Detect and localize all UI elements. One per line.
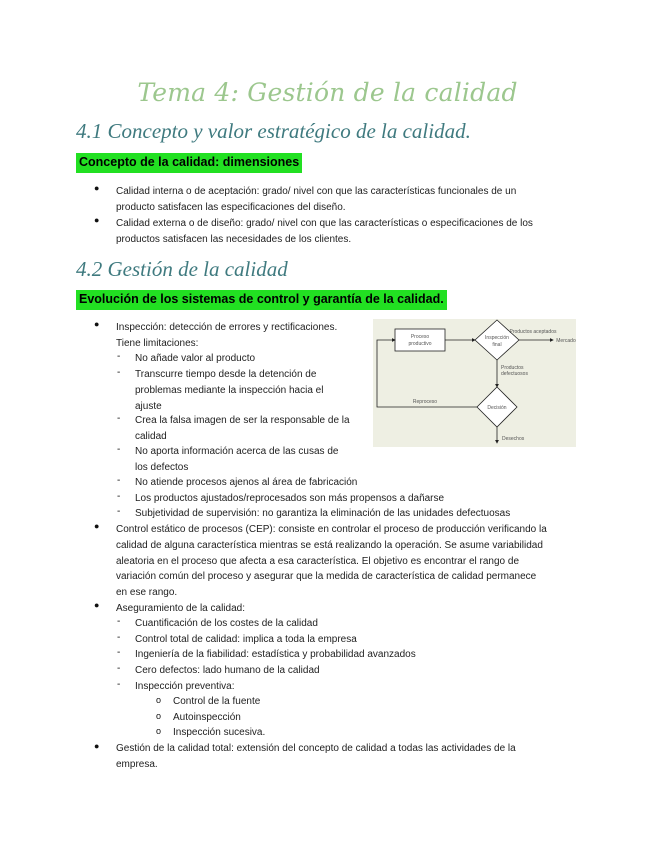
line: Tiene limitaciones: xyxy=(116,337,199,349)
list-item-aseguramiento: Aseguramiento de la calidad: xyxy=(116,603,245,614)
line: productos satisfacen las necesidades de los clientes. xyxy=(116,233,352,245)
quality-inspection-diagram xyxy=(373,319,576,447)
sub-sub-item: Autoinspección xyxy=(173,712,241,723)
dash-icon: - xyxy=(117,491,121,502)
dash-icon: - xyxy=(117,475,121,486)
line: Calidad externa o de diseño: grado/ nivel con que las características o especificaciones de los xyxy=(116,218,533,229)
line: Subjetividad de supervisión: no garantiza la eliminación de las unidades defectuosas xyxy=(135,508,511,519)
sub-item xyxy=(135,367,323,414)
dash-icon: - xyxy=(117,632,121,643)
line: Transcurre tiempo desde la detención de xyxy=(135,369,317,380)
sub-sub-item: Inspección sucesiva. xyxy=(173,727,266,738)
dash-icon: - xyxy=(117,647,121,658)
line: en ese rango. xyxy=(116,587,178,599)
page-title: Tema 4: Gestión de la calidad xyxy=(137,78,518,107)
highlight-dimensions: Concepto de la calidad: dimensiones xyxy=(76,153,302,173)
circle-bullet-icon: o xyxy=(156,695,162,705)
sub-item xyxy=(135,491,444,507)
bullet-icon: ● xyxy=(94,183,100,193)
sub-item: Cero defectos: lado humano de la calidad xyxy=(135,665,320,676)
sub-item: Inspección preventiva: xyxy=(135,681,235,692)
defective-label-2: defectuosos xyxy=(501,371,528,377)
line: No atiende procesos ajenos al área de fabricación xyxy=(135,477,358,488)
sub-item: Control total de calidad: implica a toda la empresa xyxy=(135,634,357,645)
waste-label: Desechos xyxy=(502,436,525,442)
reprocess-label: Reproceso xyxy=(412,399,438,405)
sub-item xyxy=(135,475,357,491)
dash-icon: - xyxy=(117,616,121,627)
sub-item xyxy=(135,506,510,522)
dash-icon: - xyxy=(117,679,121,690)
line: Calidad interna o de aceptación: grado/ nivel con que las características funcionales de un xyxy=(116,186,517,197)
sub-sub-item: Control de la fuente xyxy=(173,696,261,707)
line: No aporta información acerca de las cusas de xyxy=(135,446,339,457)
line: ajuste xyxy=(135,400,162,412)
dash-icon: - xyxy=(117,351,121,362)
dash-icon: - xyxy=(117,367,121,378)
market-label: Mercado xyxy=(556,338,576,344)
line: Los productos ajustados/reprocesados son más propensos a dañarse xyxy=(135,493,445,504)
process-label-2: productivo xyxy=(408,341,432,347)
section-heading-2: 4.2 Gestión de la calidad xyxy=(76,257,288,281)
list-item-cep xyxy=(116,522,547,601)
list-item-gestion-total xyxy=(116,741,516,773)
process-label-1: Proceso xyxy=(410,334,430,340)
bullet-icon: ● xyxy=(94,319,100,329)
line: No añade valor al producto xyxy=(135,353,256,364)
process-box xyxy=(395,329,445,351)
sub-item xyxy=(135,444,338,476)
line: los defectos xyxy=(135,461,189,473)
accepted-label: Productos aceptados xyxy=(509,329,557,335)
sub-item: Ingeniería de la fiabilidad: estadística y probabilidad avanzados xyxy=(135,649,416,660)
bullet-icon: ● xyxy=(94,600,100,610)
diagram-svg xyxy=(373,319,576,447)
line: problemas mediante la inspección hacia el xyxy=(135,384,324,396)
dash-icon: - xyxy=(117,663,121,674)
list-item xyxy=(116,184,516,216)
sub-item xyxy=(135,413,350,445)
line: calidad xyxy=(135,430,167,442)
line: aleatoria en el proceso que afecta a esa característica. El objetivo es encontrar el rango de xyxy=(116,555,520,567)
bullet-icon: ● xyxy=(94,521,100,531)
line: empresa. xyxy=(116,758,158,770)
list-item-inspeccion xyxy=(116,320,337,352)
line: Inspección: detección de errores y rectificaciones. xyxy=(116,322,338,333)
decision-label: Decisión xyxy=(487,405,507,411)
defective-label-1: Productos xyxy=(501,365,524,371)
line: variación común del proceso y asegurar que la medida de característica de calidad permanece xyxy=(116,571,537,583)
line: producto satisfacen las especificaciones del diseño. xyxy=(116,201,346,213)
circle-bullet-icon: o xyxy=(156,726,162,736)
highlight-evolution: Evolución de los sistemas de control y garantía de la calidad. xyxy=(76,290,447,310)
inspection-label-2: final xyxy=(492,342,502,348)
section-heading-1: 4.1 Concepto y valor estratégico de la calidad. xyxy=(76,119,471,143)
line: Control estático de procesos (CEP): consiste en controlar el proceso de producción verificando la xyxy=(116,524,547,535)
bullet-icon: ● xyxy=(94,741,100,751)
dash-icon: - xyxy=(117,506,121,517)
line: Gestión de la calidad total: extensión del concepto de calidad a todas las actividades de la xyxy=(116,743,516,754)
dash-icon: - xyxy=(117,413,121,424)
circle-bullet-icon: o xyxy=(156,711,162,721)
line: calidad de alguna característica mientras se está realizando la operación. Se asume variabilidad xyxy=(116,539,543,551)
inspection-label-1: Inspección xyxy=(485,335,509,341)
sub-item: Cuantificación de los costes de la calidad xyxy=(135,618,318,629)
line: Crea la falsa imagen de ser la responsable de la xyxy=(135,415,350,426)
sub-item xyxy=(135,351,255,367)
dash-icon: - xyxy=(117,444,121,455)
list-item xyxy=(116,216,533,248)
bullet-icon: ● xyxy=(94,215,100,225)
